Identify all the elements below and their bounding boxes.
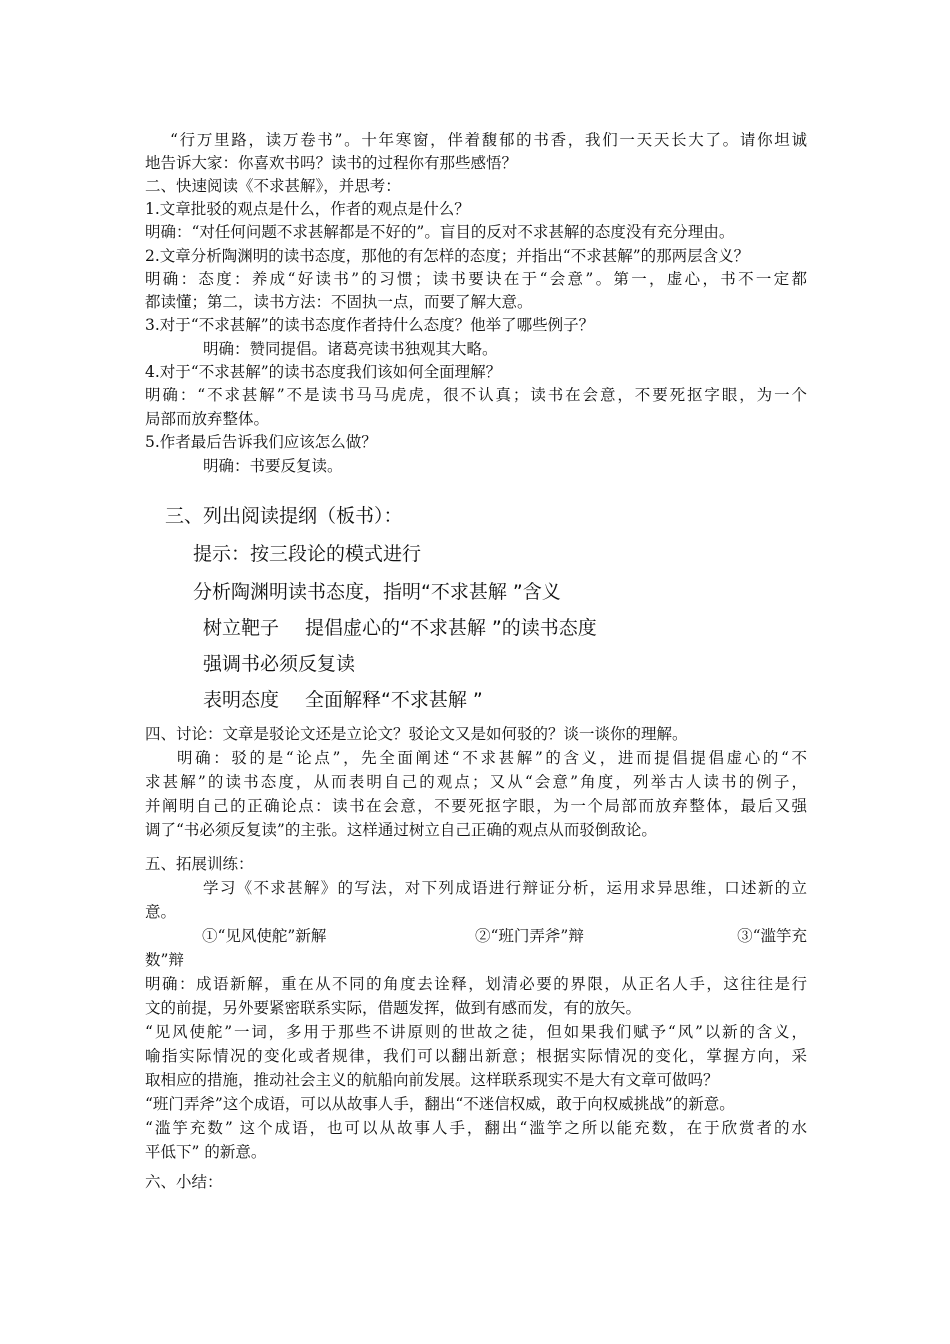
answer-5: 明确：书要反复读。 [203,457,343,475]
discussion-line-2: 求甚解”的读书态度，从而表明自己的观点；又从“会意”角度，列举古人读书的例子， [145,773,807,791]
board-item-hint: 提示：按三段论的模式进行 [193,543,422,565]
question-2: 2.文章分析陶渊明的读书态度，那他的有怎样的态度；并指出“不求甚解”的那两层含义？ [145,247,750,265]
idiom-option-3: ③“滥竽充 [737,927,807,945]
board-item-stance-text: 全面解释“不求甚解 ” [305,689,483,711]
idiom-option-2: ②“班门弄斧”辩 [475,927,584,945]
discussion-line-1: 明确：驳的是“论点”，先全面阐述“不求甚解”的含义，进而提倡提倡虚心的“不 [177,749,807,767]
answer-2-line-1: 明确：态度：养成“好读书”的习惯；读书要诀在于“会意”。第一，虚心，书不一定都 [145,270,807,288]
board-item-target-text: 提倡虚心的“不求甚解 ”的读书态度 [305,617,597,639]
board-item-target-label: 树立靶子 [203,617,280,639]
board-item-target [203,615,597,641]
idiom-1-line-2: 喻指实际情况的变化或者规律，我们可以翻出新意；根据实际情况的变化，掌握方向，采 [145,1047,807,1065]
discussion-line-4: 调了“书必须反复读”的主张。这样通过树立自己正确的观点从而驳倒敌论。 [145,821,657,839]
idiom-option-3-continued: 数”辩 [145,951,184,969]
section-4-heading: 四、讨论：文章是驳论文还是立论文？驳论文又是如何驳的？谈一谈你的理解。 [145,725,688,743]
board-title: 三、列出阅读提纲（板书）： [165,505,403,527]
question-3: 3.对于“不求甚解”的读书态度作者持什么态度？他举了哪些例子？ [145,316,595,334]
answer-3: 明确：赞同提倡。诸葛亮读书独观其大略。 [203,340,498,358]
idiom-2-line: “班门弄斧”这个成语，可以从故事人手，翻出“不迷信权威，敢于向权威挑战”的新意。 [145,1095,735,1113]
intro-line-1: “行万里路，读万卷书”。十年寒窗，伴着馥郁的书香，我们一天天长大了。请你坦诚 [170,131,807,149]
exercise-answer-line-2: 文的前提，另外要紧密联系实际，借题发挥，做到有感而发，有的放矢。 [145,999,642,1017]
answer-4-line-2: 局部而放弃整体。 [145,410,270,428]
exercise-line-2: 意。 [145,903,177,921]
section-2-heading: 二、快速阅读《不求甚解》，并思考： [145,177,401,195]
question-1: 1.文章批驳的观点是什么，作者的观点是什么？ [145,200,470,218]
idiom-3-line-1: “滥竽充数” 这个成语，也可以从故事人手，翻出“滥竽之所以能充数，在于欣赏者的水 [145,1119,807,1137]
question-5: 5.作者最后告诉我们应该怎么做？ [145,433,377,451]
discussion-line-3: 并阐明自己的正确论点：读书在会意，不要死抠字眼，为一个局部而放弃整体，最后又强 [145,797,807,815]
idiom-options [145,925,807,947]
board-item-stance-label: 表明态度 [203,689,280,711]
section-5-heading: 五、拓展训练： [145,855,254,873]
board-item-stance [203,687,483,713]
idiom-3-line-2: 平低下” 的新意。 [145,1143,267,1161]
answer-4-line-1: 明确：“不求甚解”不是读书马马虎虎，很不认真；读书在会意，不要死抠字眼，为一个 [145,386,807,404]
idiom-1-line-3: 取相应的措施，推动社会主义的航船向前发展。这样联系现实不是大有文章可做吗？ [145,1071,719,1089]
section-6-heading: 六、小结： [145,1173,223,1191]
exercise-answer-line-1: 明确：成语新解，重在从不同的角度去诠释，划清必要的界限，从正名人手，这往往是行 [145,975,807,993]
board-item-emphasis: 强调书必须反复读 [203,653,356,675]
answer-1: 明确：“对任何问题不求甚解都是不好的”。盲目的反对不求甚解的态度没有充分理由。 [145,223,735,241]
answer-2-line-2: 都读懂；第二，读书方法：不固执一点，而要了解大意。 [145,293,533,311]
idiom-1-line-1: “见风使舵”一词，多用于那些不讲原则的世故之徒，但如果我们赋予“风”以新的含义， [145,1023,807,1041]
board-item-analysis: 分析陶渊明读书态度，指明“不求甚解 ”含义 [193,581,561,603]
intro-line-2: 地告诉大家：你喜欢书吗？读书的过程你有那些感悟？ [145,154,518,172]
idiom-option-1: ①“见风使舵”新解 [202,927,327,945]
exercise-line-1: 学习《不求甚解》的写法，对下列成语进行辩证分析，运用求异思维，口述新的立 [203,879,807,897]
question-4: 4.对于“不求甚解”的读书态度我们该如何全面理解？ [145,363,502,381]
